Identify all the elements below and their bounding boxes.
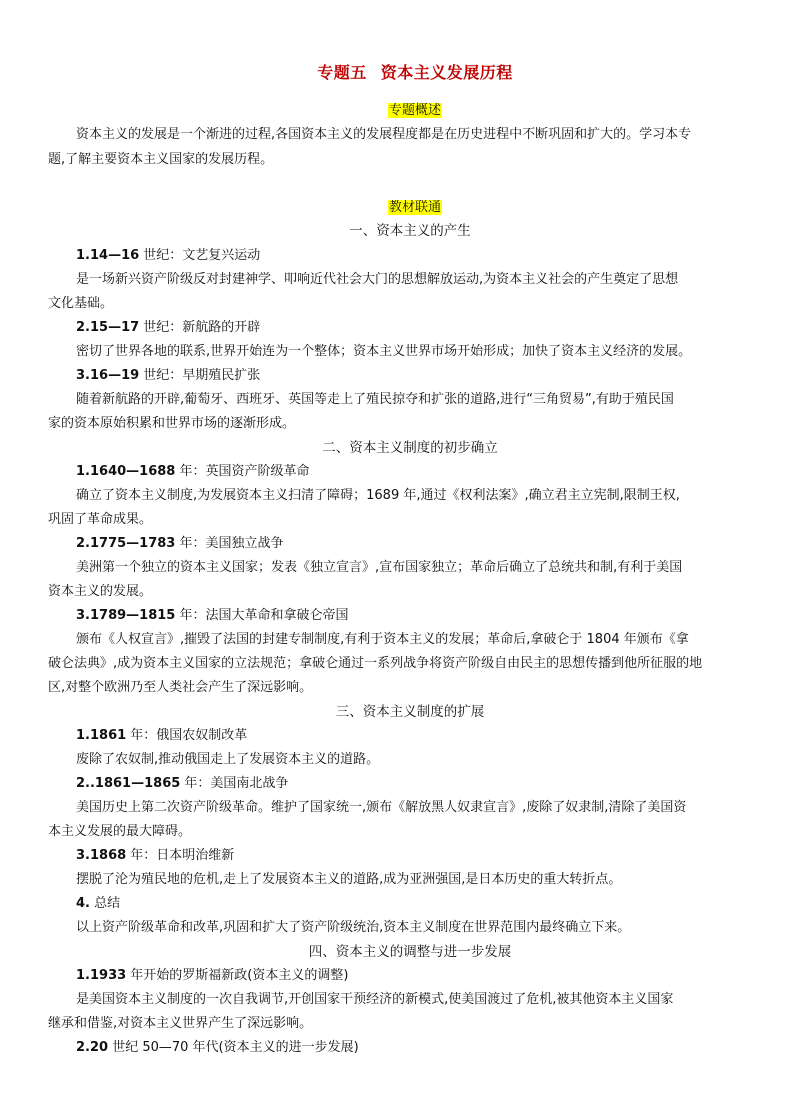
item-text: 区,对整个欧洲乃至人类社会产生了深远影响。 bbox=[48, 680, 313, 695]
item-text: 美国历史上第二次资产阶级革命。维护了国家统一,颁布《解放黑人奴隶宣言》,废除了奴隶制,清除了美国资 bbox=[76, 800, 687, 815]
item-text: 密切了世界各地的联系,世界开始连为一个整体；资本主义世界市场开始形成；加快了资本主义经济的发展。 bbox=[76, 344, 692, 359]
item-text: 是美国资本主义制度的一次自我调节,开创国家干预经济的新模式,使美国渡过了危机,被其他资本主义国家 bbox=[76, 992, 674, 1007]
item-text: 以上资产阶级革命和改革,巩固和扩大了资产阶级统治,资本主义制度在世界范围内最终确立下来。 bbox=[76, 920, 631, 935]
item-text: 摆脱了沦为殖民地的危机,走上了发展资本主义的道路,成为亚洲强国,是日本历史的重大转折点。 bbox=[76, 872, 622, 887]
item-heading: 1.1861 年：俄国农奴制改革 bbox=[76, 728, 248, 743]
overview-line-2: 题,了解主要资本主义国家的发展历程。 bbox=[48, 152, 274, 167]
item-heading: 1.1640—1688 年：英国资产阶级革命 bbox=[76, 464, 310, 479]
section-heading-1: 一、资本主义的产生 bbox=[349, 223, 471, 239]
item-text: 本主义发展的最大障碍。 bbox=[48, 824, 192, 839]
item-heading: 3.1868 年：日本明治维新 bbox=[76, 848, 235, 863]
item-text: 废除了农奴制,推动俄国走上了发展资本主义的道路。 bbox=[76, 752, 380, 767]
overview-line-1: 资本主义的发展是一个渐进的过程,各国资本主义的发展程度都是在历史进程中不断巩固和扩大的。学习本专 bbox=[76, 127, 692, 142]
overview-label: 专题概述 bbox=[388, 103, 441, 118]
document-title bbox=[0, 60, 790, 83]
item-heading: 4. 总结 bbox=[76, 896, 121, 911]
item-text: 巩固了革命成果。 bbox=[48, 512, 153, 527]
item-heading: 1.1933 年开始的罗斯福新政(资本主义的调整) bbox=[76, 968, 349, 983]
item-text: 家的资本原始积累和世界市场的逐渐形成。 bbox=[48, 416, 296, 431]
item-heading: 2.15—17 世纪：新航路的开辟 bbox=[76, 320, 261, 335]
item-heading: 1.14—16 世纪：文艺复兴运动 bbox=[76, 248, 261, 263]
item-text: 颁布《人权宣言》,摧毁了法国的封建专制制度,有利于资本主义的发展；革命后,拿破仑于 1804 年颁布《拿 bbox=[76, 632, 689, 647]
item-text: 继承和借鉴,对资本主义世界产生了深远影响。 bbox=[48, 1016, 313, 1031]
item-heading: 2.20 世纪 50—70 年代(资本主义的进一步发展) bbox=[76, 1040, 359, 1055]
title-part2: 资本主义发展历程 bbox=[380, 63, 513, 82]
item-text: 是一场新兴资产阶级反对封建神学、叩响近代社会大门的思想解放运动,为资本主义社会的产生奠定了思想 bbox=[76, 272, 679, 287]
title-part1: 专题五 bbox=[317, 63, 367, 82]
section-heading-2: 二、资本主义制度的初步确立 bbox=[322, 440, 498, 456]
section-heading-3: 三、资本主义制度的扩展 bbox=[335, 704, 485, 720]
item-text: 破仑法典》,成为资本主义国家的立法规范；拿破仑通过一系列战争将资产阶级自由民主的思想传播到他所征服的地 bbox=[48, 656, 703, 671]
item-text: 美洲第一个独立的资本主义国家；发表《独立宣言》,宣布国家独立；革命后确立了总统共和制,有利于美国 bbox=[76, 560, 683, 575]
item-heading: 2..1861—1865 年：美国南北战争 bbox=[76, 776, 289, 791]
textbook-label: 教材联通 bbox=[388, 200, 441, 215]
item-heading: 3.1789—1815 年：法国大革命和拿破仑帝国 bbox=[76, 608, 349, 623]
item-text: 确立了资本主义制度,为发展资本主义扫清了障碍；1689 年,通过《权利法案》,确立君主立宪制,限制王权, bbox=[76, 488, 680, 503]
item-heading: 2.1775—1783 年：美国独立战争 bbox=[76, 536, 284, 551]
item-heading: 3.16—19 世纪：早期殖民扩张 bbox=[76, 368, 261, 383]
item-text: 资本主义的发展。 bbox=[48, 584, 153, 599]
item-text: 文化基础。 bbox=[48, 296, 114, 311]
item-text: 随着新航路的开辟,葡萄牙、西班牙、英国等走上了殖民掠夺和扩张的道路,进行“三角贸易”,有助于殖民国 bbox=[76, 392, 674, 407]
section-heading-4: 四、资本主义的调整与进一步发展 bbox=[308, 944, 512, 960]
